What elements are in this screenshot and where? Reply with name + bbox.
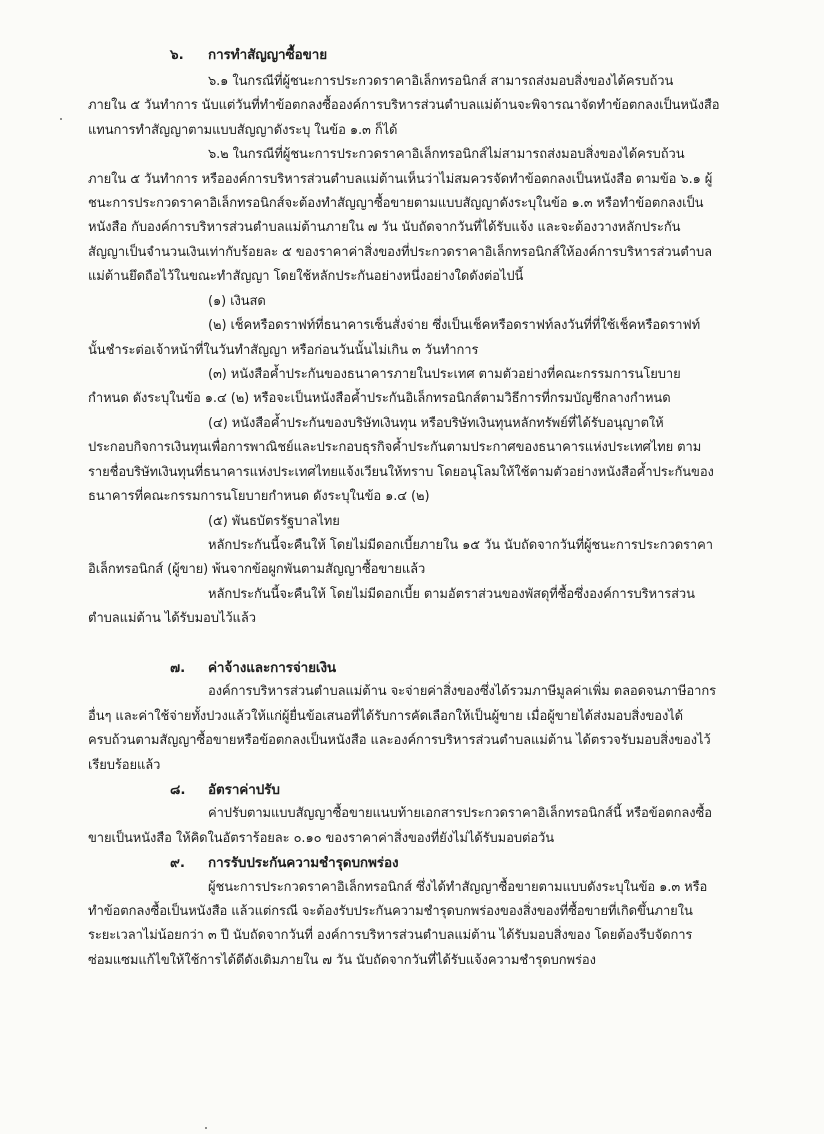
list-item: (๓) หนังสือค้ำประกันของธนาคารภายในประเทศ ตามตัวอย่างที่คณะกรรมการนโยบาย — [208, 367, 681, 382]
paragraph-line: ประกอบกิจการเงินทุนเพื่อการพาณิชย์และประกอบธุรกิจค้ำประกันตามประกาศของธนาคารแห่งประเทศไทย ตาม — [88, 440, 702, 455]
section-number: ๙. — [170, 855, 186, 871]
paragraph-line: สัญญาเป็นจำนวนเงินเท่ากับร้อยละ ๕ ของราคาค่าสิ่งของที่ประกวดราคาอิเล็กทรอนิกส์ให้องค์การบริหารส่วนตำบล — [88, 245, 712, 260]
paragraph-line: แทนการทำสัญญาตามแบบสัญญาดังระบุ ในข้อ ๑.๓ ก็ได้ — [88, 123, 398, 138]
paragraph-line: ชนะการประกวดราคาอิเล็กทรอนิกส์จะต้องทำสัญญาซื้อขายตามแบบสัญญาดังระบุในข้อ ๑.๓ หรือทำข้อตกลงเป็น — [88, 196, 704, 211]
paragraph-line: กำหนด ดังระบุในข้อ ๑.๔ (๒) หรือจะเป็นหนังสือค้ำประกันอิเล็กทรอนิกส์ตามวิธีการที่กรมบัญชีกลางกำหนด — [88, 391, 671, 406]
paragraph-line: องค์การบริหารส่วนตำบลแม่ต้าน จะจ่ายค่าสิ่งของซึ่งได้รวมภาษีมูลค่าเพิ่ม ตลอดจนภาษีอากร — [208, 684, 716, 699]
paragraph-line: ครบถ้วนตามสัญญาซื้อขายหรือข้อตกลงเป็นหนังสือ และองค์การบริหารส่วนตำบลแม่ต้าน ได้ตรวจรับมอบสิ่งของไว้ — [88, 733, 711, 748]
paragraph-line: ทำข้อตกลงซื้อเป็นหนังสือ แล้วแต่กรณี จะต้องรับประกันความชำรุดบกพร่องของสิ่งของที่ซื้อขายที่เกิดขึ้นภายใน — [88, 904, 693, 919]
section-number: ๘. — [170, 782, 186, 798]
paragraph-line: ขายเป็นหนังสือ ให้คิดในอัตราร้อยละ ๐.๑๐ ของราคาค่าสิ่งของที่ยังไม่ได้รับมอบต่อวัน — [88, 831, 555, 846]
list-item: (๑) เงินสด — [208, 294, 266, 309]
paragraph-line: ธนาคารที่คณะกรรมการนโยบายกำหนด ดังระบุในข้อ ๑.๔ (๒) — [88, 489, 430, 504]
scan-speck — [205, 1127, 207, 1129]
paragraph-line: ภายใน ๕ วันทำการ หรือองค์การบริหารส่วนตำบลแม่ต้านเห็นว่าไม่สมควรจัดทำข้อตกลงเป็นหนังสือ ตามข้อ ๖.๑ ผู้ — [88, 172, 713, 187]
paragraph-line: แม่ต้านยึดถือไว้ในขณะทำสัญญา โดยใช้หลักประกันอย่างหนึ่งอย่างใดดังต่อไปนี้ — [88, 269, 524, 284]
paragraph-line: ผู้ชนะการประกวดราคาอิเล็กทรอนิกส์ ซึ่งได้ทำสัญญาซื้อขายตามแบบดังระบุในข้อ ๑.๓ หรือ — [208, 880, 708, 895]
paragraph-line: อิเล็กทรอนิกส์ (ผู้ขาย) พ้นจากข้อผูกพันตามสัญญาซื้อขายแล้ว — [88, 562, 426, 577]
scan-speck — [60, 118, 62, 120]
list-item: (๕) พันธบัตรรัฐบาลไทย — [208, 514, 340, 529]
paragraph-line: นั้นชำระต่อเจ้าหน้าที่ในวันทำสัญญา หรือก่อนวันนั้นไม่เกิน ๓ วันทำการ — [88, 343, 479, 358]
paragraph-line: หลักประกันนี้จะคืนให้ โดยไม่มีดอกเบี้ยภายใน ๑๕ วัน นับถัดจากวันที่ผู้ชนะการประกวดราคา — [208, 538, 713, 553]
section-number: ๗. — [170, 660, 186, 676]
section-title: ค่าจ้างและการจ่ายเงิน — [208, 660, 337, 676]
section-title: การทำสัญญาซื้อขาย — [208, 47, 328, 63]
paragraph-line: ๖.๑ ในกรณีที่ผู้ชนะการประกวดราคาอิเล็กทรอนิกส์ สามารถส่งมอบสิ่งของได้ครบถ้วน — [208, 74, 674, 89]
paragraph-line: ระยะเวลาไม่น้อยกว่า ๓ ปี นับถัดจากวันที่ องค์การบริหารส่วนตำบลแม่ต้าน ได้รับมอบสิ่งของ โดยต้องรีบจัดการ — [88, 928, 693, 943]
section-number: ๖. — [170, 47, 184, 63]
paragraph-line: ซ่อมแซมแก้ไขให้ใช้การได้ดีดังเดิมภายใน ๗ วัน นับถัดจากวันที่ได้รับแจ้งความชำรุดบกพร่อง — [88, 953, 596, 968]
paragraph-line: เรียบร้อยแล้ว — [88, 758, 161, 773]
paragraph-line: ค่าปรับตามแบบสัญญาซื้อขายแนบท้ายเอกสารประกวดราคาอิเล็กทรอนิกส์นี้ หรือข้อตกลงซื้อ — [208, 806, 712, 821]
paragraph-line: รายชื่อบริษัทเงินทุนที่ธนาคารแห่งประเทศไทยแจ้งเวียนให้ทราบ โดยอนุโลมให้ใช้ตามตัวอย่างหนังสือค้ำประกันของ — [88, 465, 714, 480]
section-title: การรับประกันความชำรุดบกพร่อง — [208, 855, 399, 871]
paragraph-line: ตำบลแม่ต้าน ได้รับมอบไว้แล้ว — [88, 611, 256, 626]
list-item: (๒) เช็คหรือดราฟท์ที่ธนาคารเซ็นสั่งจ่าย ซึ่งเป็นเช็คหรือดราฟท์ลงวันที่ที่ใช้เช็คหรือดราฟท์ — [208, 318, 701, 333]
paragraph-line: อื่นๆ และค่าใช้จ่ายทั้งปวงแล้วให้แก่ผู้ยื่นข้อเสนอที่ได้รับการคัดเลือกให้เป็นผู้ขาย เมื่อผู้ขายได้ส่งมอบสิ่งของได้ — [88, 709, 684, 724]
paragraph-line: ๖.๒ ในกรณีที่ผู้ชนะการประกวดราคาอิเล็กทรอนิกส์ไม่สามารถส่งมอบสิ่งของได้ครบถ้วน — [208, 147, 685, 162]
section-title: อัตราค่าปรับ — [208, 782, 280, 798]
list-item: (๔) หนังสือค้ำประกันของบริษัทเงินทุน หรือบริษัทเงินทุนหลักทรัพย์ที่ได้รับอนุญาตให้ — [208, 416, 664, 431]
paragraph-line: หนังสือ กับองค์การบริหารส่วนตำบลแม่ต้านภายใน ๗ วัน นับถัดจากวันที่ได้รับแจ้ง และจะต้องวางหลักประกัน — [88, 220, 681, 235]
paragraph-line: ภายใน ๕ วันทำการ นับแต่วันที่ทำข้อตกลงซื้อองค์การบริหารส่วนตำบลแม่ต้านจะพิจารณาจัดทำข้อตกลงเป็นหนังสือ — [88, 98, 720, 113]
paragraph-line: หลักประกันนี้จะคืนให้ โดยไม่มีดอกเบี้ย ตามอัตราส่วนของพัสดุที่ซื้อซึ่งองค์การบริหารส่วน — [208, 587, 695, 602]
